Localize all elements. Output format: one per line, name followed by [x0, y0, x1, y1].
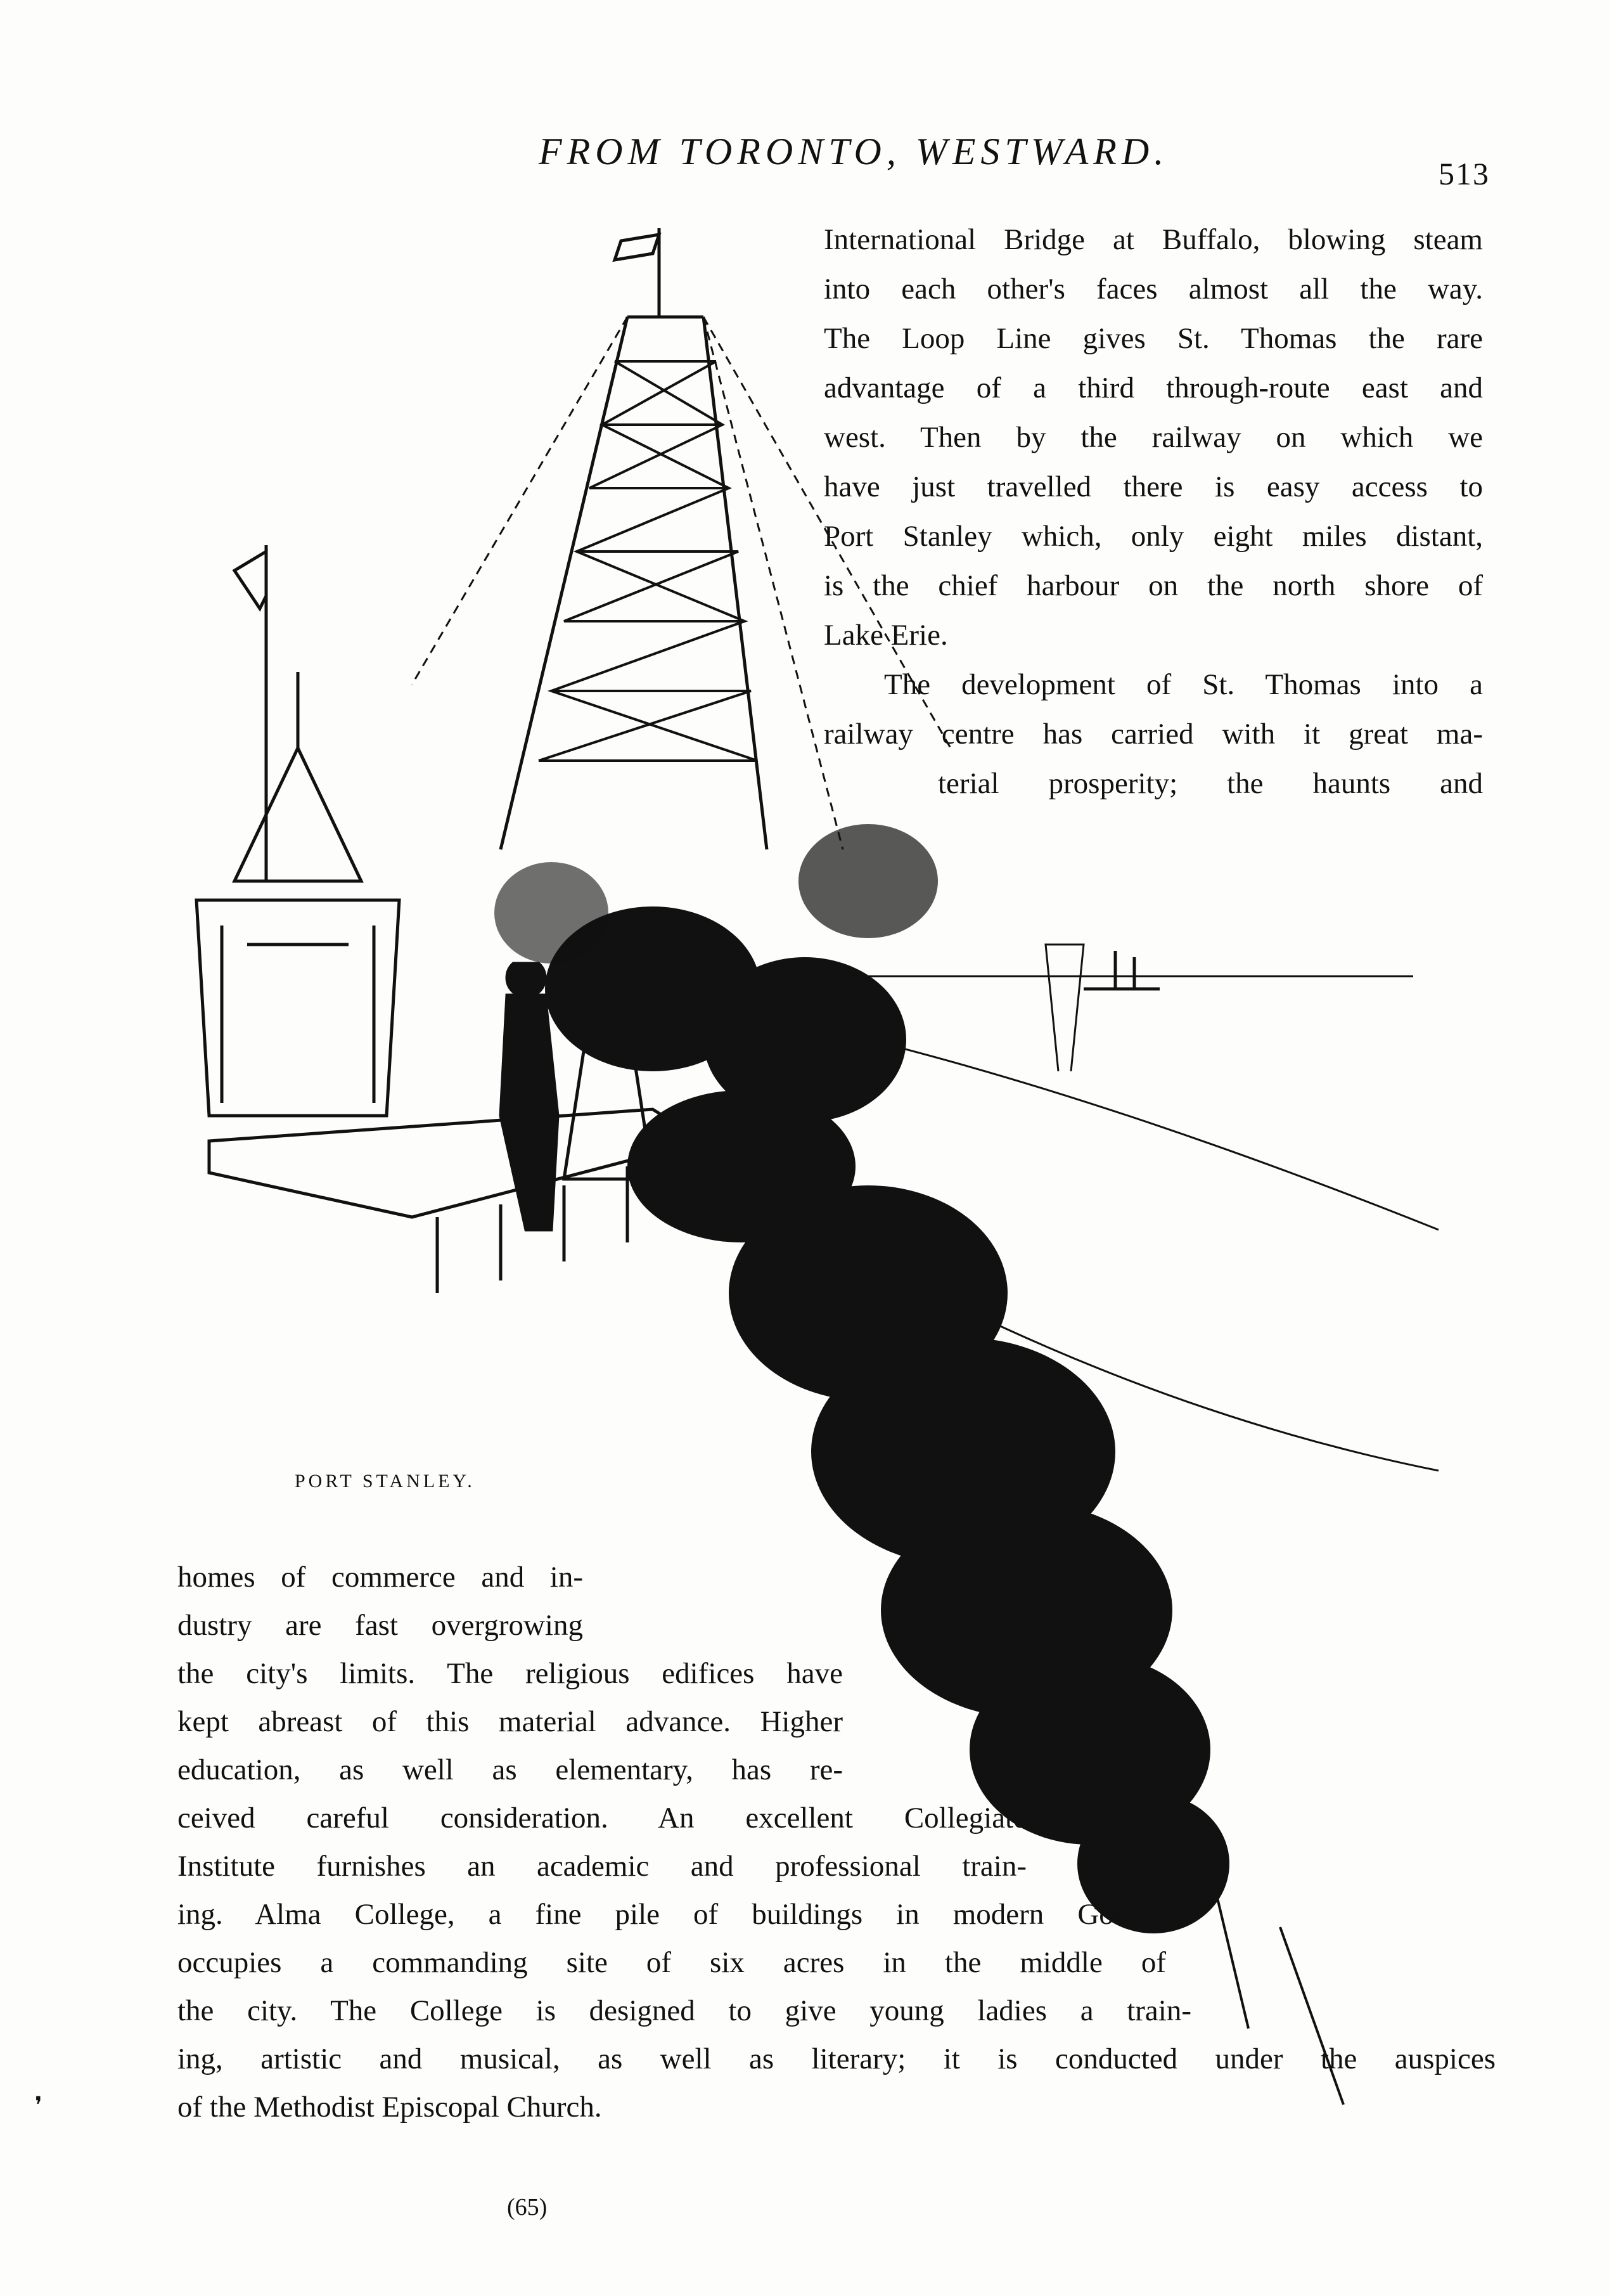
text-line: railway centre has carried with it great ma- — [824, 718, 1483, 751]
tower-lattice — [539, 361, 757, 761]
text-line: west. Then by the railway on which we — [824, 421, 1483, 454]
folio-signature: (65) — [507, 2194, 548, 2221]
text-line: Port Stanley which, only eight miles distant, — [824, 520, 1483, 553]
text-line: of the Methodist Episcopal Church. — [177, 2091, 602, 2124]
page-number: 513 — [1439, 156, 1490, 191]
illustration-caption: PORT STANLEY. — [295, 1471, 475, 1492]
running-head: FROM TORONTO, WESTWARD. — [539, 131, 1169, 172]
text-line: is the chief harbour on the north shore of — [824, 569, 1483, 602]
text-line: Lake Erie. — [824, 619, 948, 652]
tower-frame — [501, 317, 767, 849]
text-line: education, as well as elementary, has re- — [177, 1753, 843, 1786]
text-line: homes of commerce and in- — [177, 1561, 583, 1594]
text-line: into each other's faces almost all the way. — [824, 273, 1483, 306]
boardwalk — [209, 1109, 703, 1293]
text-line: Institute furnishes an academic and professional train- — [177, 1850, 1027, 1883]
text-line: the city. The College is designed to give young ladies a train- — [177, 1994, 1191, 2027]
text-line: kept abreast of this material advance. Higher — [177, 1705, 843, 1738]
text-line: advantage of a third through-route east and — [824, 371, 1483, 404]
text-line: the city's limits. The religious edifices have — [177, 1657, 843, 1690]
flagpole — [234, 545, 266, 881]
text-line: occupies a commanding site of six acres in the middle of — [177, 1946, 1166, 1979]
margin-mark: ❜ — [35, 2093, 42, 2118]
text-line: terial prosperity; the haunts and — [938, 767, 1483, 800]
tower-flagpole — [615, 228, 659, 317]
text-line: The Loop Line gives St. Thomas the rare — [824, 322, 1483, 355]
text-line: have just travelled there is easy access to — [824, 470, 1483, 503]
text-line: ing, artistic and musical, as well as literary; it is conducted under the auspices — [177, 2042, 1496, 2075]
distant-ship — [1084, 951, 1160, 989]
text-line: ing. Alma College, a fine pile of buildings in modern Gothic, — [177, 1898, 1166, 1931]
text-line: International Bridge at Buffalo, blowing steam — [824, 223, 1483, 256]
text-line: dustry are fast overgrowing — [177, 1609, 583, 1642]
text-line: The development of St. Thomas into a — [884, 668, 1483, 701]
text-line: ceived careful consideration. An excellent Collegiate — [177, 1802, 1027, 1835]
pavilion — [196, 672, 399, 1116]
